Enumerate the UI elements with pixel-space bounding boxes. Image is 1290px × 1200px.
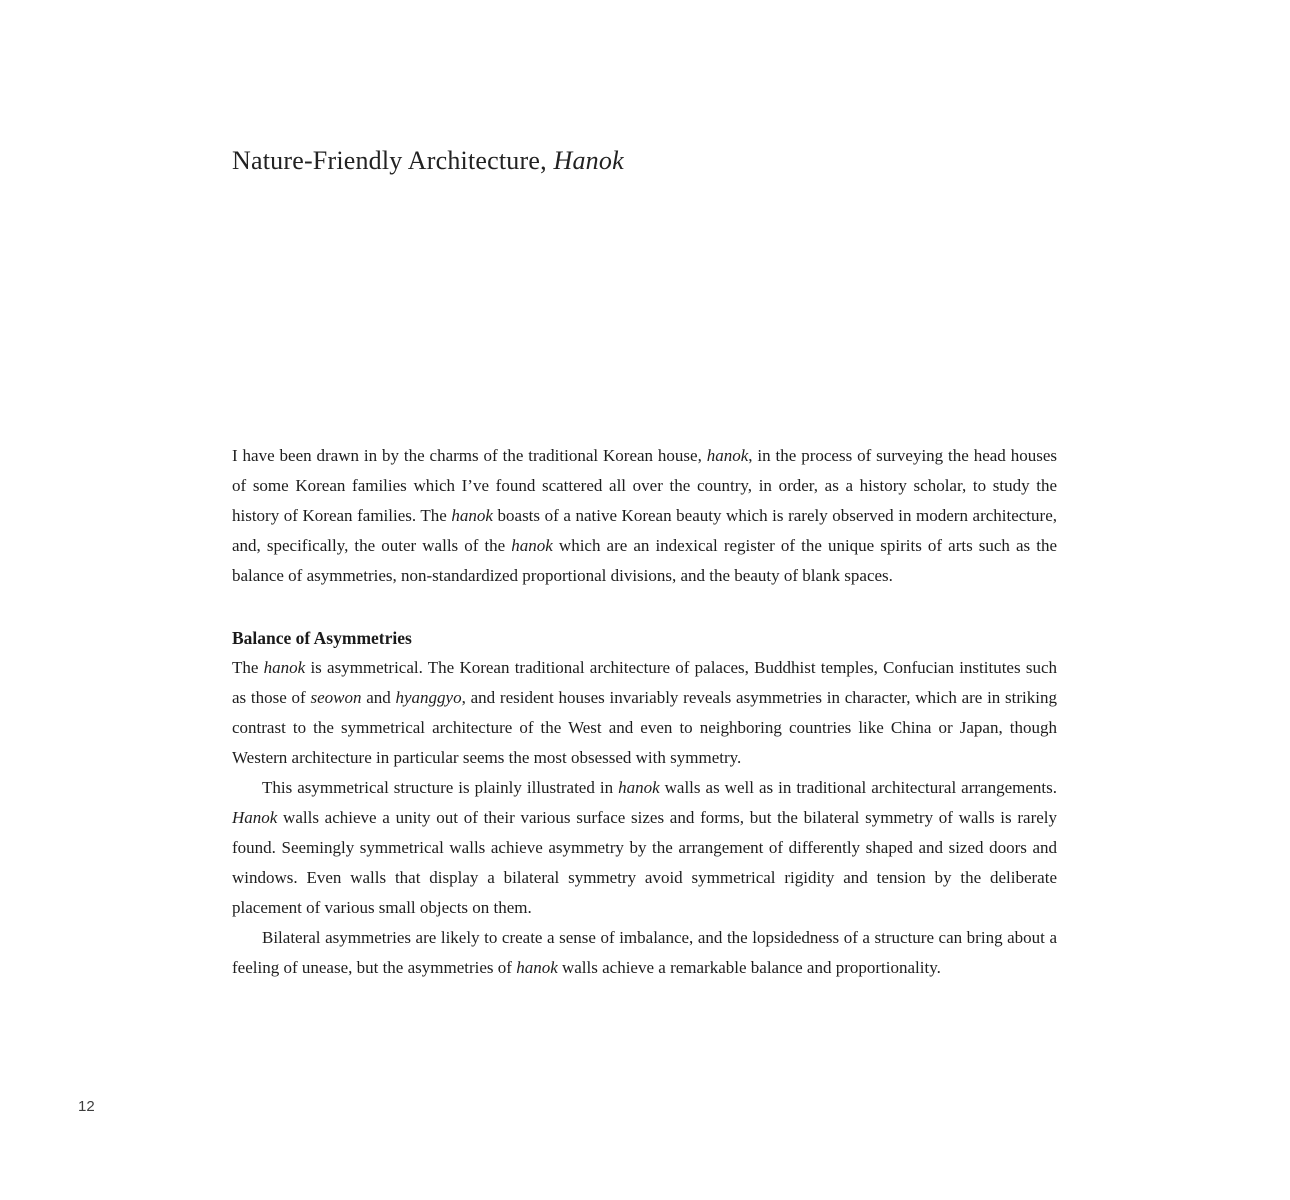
section-heading: Balance of Asymmetries [232, 628, 412, 648]
italic-text: hanok [618, 778, 660, 797]
body-text: which are an indexical register of the unique spirits of arts such as the balance of asymmetries, non-standardized proportional divisions, and the beauty of blank spaces. [232, 536, 1057, 585]
body-text: I have been drawn in by the charms of the traditional Korean house, [232, 446, 707, 465]
italic-text: hanok [263, 658, 306, 677]
body-text: The [232, 658, 264, 677]
page-title-italic: Hanok [553, 146, 624, 175]
article-body [232, 441, 1057, 983]
paragraph [232, 653, 1057, 773]
body-text: walls as well as in traditional architectural arrangements. [659, 778, 1057, 797]
italic-text: Hanok [232, 808, 278, 827]
paragraph [232, 773, 1057, 923]
body-text: boasts of a native Korean beauty which is rarely observed in modern architecture, and, specifically, the outer walls of the [232, 506, 1057, 555]
body-text: is asymmetrical. The Korean traditional architecture of palaces, Buddhist temples, Confucian institutes such as those of [232, 658, 1057, 707]
italic-text: hanok [511, 536, 553, 555]
italic-text: hanok [706, 446, 749, 465]
paragraph [232, 441, 1057, 591]
body-text: and [361, 688, 396, 707]
italic-text: hanok [516, 958, 558, 977]
body-text: walls achieve a unity out of their various surface sizes and forms, but the bilateral symmetry of walls is rarely found. Seemingly symmetrical walls achieve asymmetry by the arrangement of differently shaped and sized doors and windows. Even walls that display a bilateral symmetry avoid symmetrical rigidity and tension by the deliberate placement of various small objects on them. [232, 808, 1057, 917]
body-text: walls achieve a remarkable balance and proportionality. [557, 958, 941, 977]
body-text: Bilateral asymmetries are likely to create a sense of imbalance, and the lopsidedness of a structure can bring about a feeling of unease, but the asymmetries of [232, 928, 1057, 977]
page-title [232, 146, 624, 176]
paragraph [232, 923, 1057, 983]
page-number: 12 [78, 1098, 95, 1115]
italic-text: seowon [310, 688, 362, 707]
body-text: This asymmetrical structure is plainly illustrated in [262, 778, 619, 797]
italic-text: hyanggyo [395, 688, 462, 707]
body-text: , in the process of surveying the head houses of some Korean families which I’ve found scattered all over the country, in order, as a history scholar, to study the history of Korean families. The [232, 446, 1057, 525]
body-text: , and resident houses invariably reveals asymmetries in character, which are in striking contrast to the symmetrical architecture of the West and even to neighboring countries like China or Japan, though Western architecture in particular seems the most obsessed with symmetry. [232, 688, 1057, 767]
italic-text: hanok [451, 506, 493, 525]
page-title-text: Nature-Friendly Architecture, [232, 146, 554, 175]
